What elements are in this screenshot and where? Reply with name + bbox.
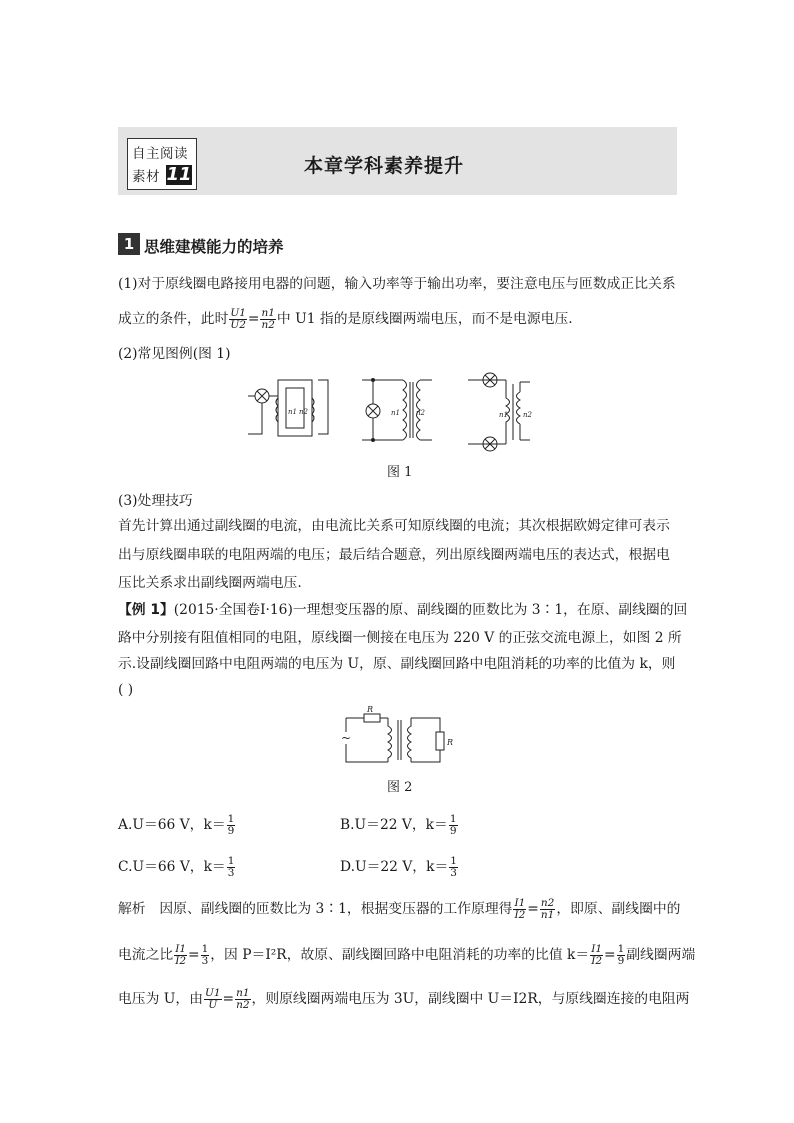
- para3-heading: (3)处理技巧: [118, 493, 193, 509]
- example-line1-text: (2015·全国卷Ⅰ·16)一理想变压器的原、副线圈的匝数比为 3∶1，在原、副线圈的回: [173, 602, 688, 618]
- figure2-ac-source: ~: [341, 731, 352, 745]
- turns-ratio-fraction: $\frac{n1}{n2}$: [261, 307, 275, 331]
- solution-line1-a: 解析 因原、副线圈的匝数比为 3∶1，根据变压器的工作原理得: [118, 901, 513, 917]
- example-tag: 【例 1】: [118, 602, 174, 618]
- para3-line1: 首先计算出通过副线圈的电流，由电流比关系可知原线圈的电流；其次根据欧姆定律可表示: [118, 518, 670, 534]
- solution-line2-b: ，因 P＝I²R，故原、副线圈回路中电阻消耗的功率的比值 k＝: [210, 947, 590, 963]
- figure2-caption: 图 2: [387, 780, 413, 795]
- example-line2: 路中分别接有阻值相同的电阻，原线圈一侧接在电压为 220 V 的正弦交流电源上，如图 2 所: [118, 630, 682, 646]
- badge-number: 11: [166, 164, 192, 185]
- example-line1: [118, 600, 687, 620]
- solution-line2-c: 副线圈两端: [626, 947, 696, 963]
- solution-line1: [118, 898, 680, 921]
- solution-line1-b: ，即原、副线圈中的: [556, 901, 681, 917]
- figure2-diagram: [336, 704, 462, 772]
- para1-line2: [118, 308, 573, 331]
- badge-line-1: 自主阅读: [132, 146, 188, 162]
- reading-material-badge: [127, 138, 197, 190]
- figure2-resistor-secondary: [436, 732, 444, 750]
- section-title: 思维建模能力的培养: [144, 238, 284, 256]
- current-ratio-fraction: $\frac{I1}{I2}$: [514, 897, 526, 921]
- figure2-r2-label: R: [447, 738, 454, 747]
- badge-line-2: 素材: [132, 169, 160, 185]
- figure1-a-n2-label: n2: [299, 408, 308, 416]
- voltage-ratio-fraction-2: $\frac{U1}{U}$: [205, 987, 221, 1011]
- para1-line2-b: 中 U1 指的是原线圈两端电压，而不是电源电压.: [276, 311, 573, 327]
- solution-line3: [118, 988, 689, 1011]
- inverse-turns-fraction: $\frac{n2}{n1}$: [540, 897, 555, 921]
- chapter-title: 本章学科素养提升: [304, 155, 465, 177]
- para1-line1: (1)对于原线圈电路接用电器的问题，输入功率等于输出功率，要注意电压与匝数成正比关系: [118, 276, 676, 292]
- figure1-circuit-c: [468, 373, 533, 451]
- figure1-b-n1-label: n1: [391, 409, 400, 417]
- option-c: [118, 856, 236, 879]
- solution-line3-a: 电压为 U，由: [118, 991, 203, 1007]
- solution-line2-a: 电流之比: [118, 947, 174, 963]
- option-a: [118, 814, 236, 837]
- para1-line2-a: 成立的条件，此时: [118, 311, 229, 327]
- figure1-b-n2-label: n2: [416, 409, 425, 417]
- option-b-text: B.U＝22 V，k＝: [340, 817, 448, 833]
- equals-sign: =: [188, 947, 200, 963]
- figure2-r1-label: R: [367, 705, 374, 714]
- para2-line: (2)常见图例(图 1): [118, 346, 231, 362]
- equals-sign: =: [604, 947, 616, 963]
- option-c-text: C.U＝66 V，k＝: [118, 859, 226, 875]
- equals-sign: =: [527, 901, 539, 917]
- solution-line2: [118, 944, 695, 967]
- example-answer-brackets: ( ): [118, 682, 134, 698]
- example-line3: 示.设副线圈回路中电阻两端的电压为 U，原、副线圈回路中电阻消耗的功率的比值为 k，则: [118, 656, 676, 672]
- figure1-a-n1-label: n1: [288, 408, 297, 416]
- figure1-c-n1-label: n1: [499, 411, 508, 419]
- current-ratio-fraction-2: $\frac{I1}{I2}$: [175, 943, 187, 967]
- para3-line2: 出与原线圈串联的电阻两端的电压；最后结合题意，列出原线圈两端电压的表达式，根据电: [118, 547, 670, 563]
- figure1-c-n2-label: n2: [523, 411, 532, 419]
- option-d-fraction: $\frac{1}{3}$: [450, 855, 457, 879]
- figure1-circuit-b: [362, 379, 432, 442]
- solution-line3-b: ，则原线圈两端电压为 3U，副线圈中 U＝I2R，与原线圈连接的电阻两: [251, 991, 690, 1007]
- option-b: [340, 814, 459, 837]
- one-ninth-fraction: $\frac{1}{9}$: [617, 943, 625, 967]
- voltage-ratio-fraction: $\frac{U1}{U2}$: [230, 307, 246, 331]
- option-a-text: A.U＝66 V，k＝: [118, 817, 226, 833]
- option-b-fraction: $\frac{1}{9}$: [449, 813, 457, 837]
- figure1-caption: 图 1: [387, 465, 413, 480]
- turns-ratio-fraction-2: $\frac{n1}{n2}$: [236, 987, 250, 1011]
- equals-sign: =: [247, 311, 260, 327]
- option-d: [340, 856, 459, 879]
- para3-line3: 压比关系求出副线圈两端电压.: [118, 575, 302, 591]
- option-c-fraction: $\frac{1}{3}$: [227, 855, 235, 879]
- figure1-diagram: [248, 368, 538, 456]
- power-ratio-fraction: $\frac{I1}{I2}$: [591, 943, 603, 967]
- one-third-fraction: $\frac{1}{3}$: [201, 943, 209, 967]
- figure2-resistor-primary: [364, 714, 380, 722]
- equals-sign: =: [222, 991, 235, 1007]
- figure1-circuit-a: [248, 380, 328, 436]
- option-d-text: D.U＝22 V，k＝: [340, 859, 449, 875]
- option-a-fraction: $\frac{1}{9}$: [227, 813, 235, 837]
- section-number: 1: [118, 233, 140, 255]
